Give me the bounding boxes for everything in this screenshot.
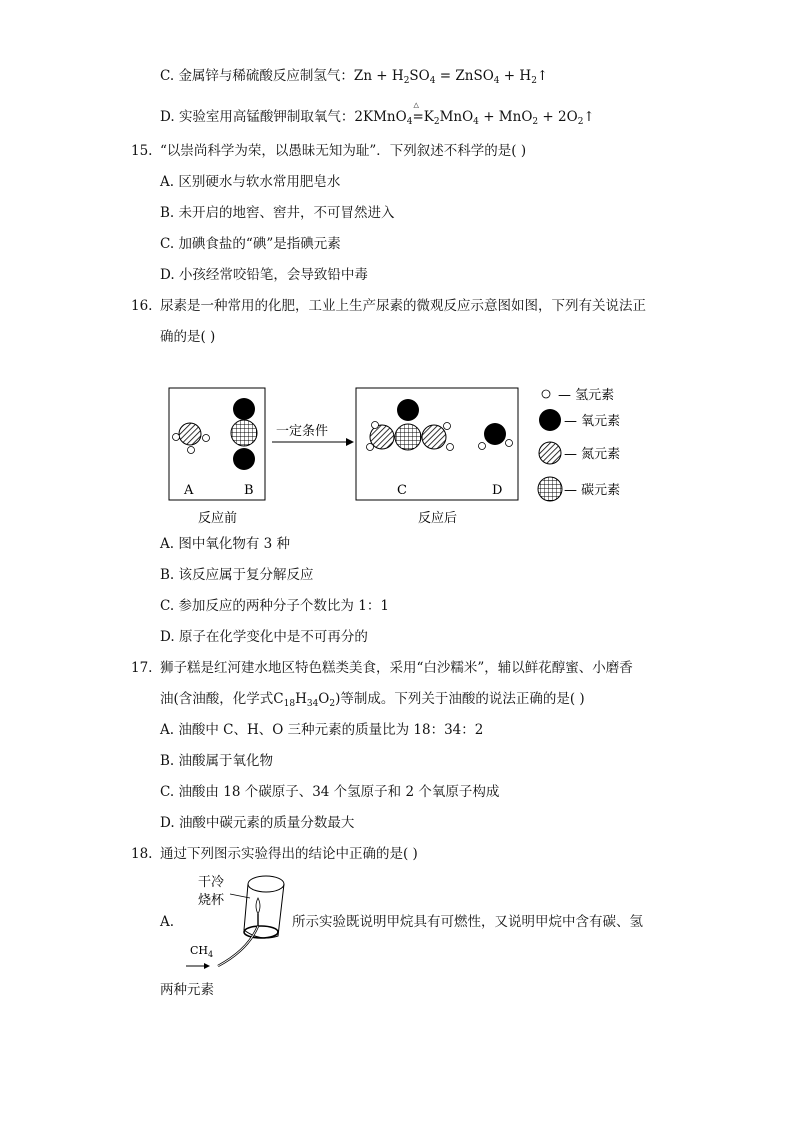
q14-option-c: C. 金属锌与稀硫酸反应制氢气：$Zn + H_2SO_4$ = ZnSO$_4$ + $H_2↑$ [160, 68, 549, 86]
legend-hydrogen-text: — 氢元素 [558, 388, 615, 403]
q15-option-d: D. 小孩经常咬铅笔，会导致铅中毒 [160, 267, 368, 283]
reaction-diagram [160, 380, 680, 530]
legend-hydrogen-symbol [542, 390, 550, 398]
label-a: A [184, 483, 194, 498]
heat-mark: △ [413, 101, 419, 109]
option-label: C. [160, 68, 175, 84]
option-text: 实验室用高锰酸钾制取氧气：2KMnO [178, 109, 407, 125]
q15-number: 15. [131, 143, 153, 159]
q17-option-d: D. 油酸中碳元素的质量分数最大 [160, 815, 355, 831]
label-c: C [397, 483, 407, 498]
gas-tube [218, 926, 258, 966]
molecule-b-co2 [231, 398, 257, 470]
q17-stem-line2: 油(含油酸，化学式$C_{18}H_{34}O_2$)等制成。下列关于油酸的说法正确的是( ) [160, 691, 585, 709]
q18-option-a-text: 所示实验既说明甲烷具有可燃性，又说明甲烷中含有碳、氢 [292, 914, 643, 930]
q16-stem-line2: 确的是( ) [160, 329, 216, 345]
before-caption: 反应前 [198, 511, 238, 526]
q15-option-a: A. 区别硬水与软水常用肥皂水 [160, 174, 341, 190]
fig-label-beaker: 烧杯 [198, 893, 225, 908]
arrow-label: 一定条件 [276, 424, 329, 439]
legend [538, 388, 620, 501]
q15-option-b: B. 未开启的地窖、窖井，不可冒然进入 [160, 205, 395, 221]
gas-arrow-head [204, 963, 210, 969]
q17-stem-line1: 狮子糕是红河建水地区特色糕类美食，采用“白沙糯米”，辅以鲜花醇蜜、小磨香 [160, 660, 633, 676]
molecule-c-urea [367, 399, 454, 451]
q16-option-a: A. 图中氧化物有 3 种 [160, 536, 291, 552]
flame-icon [256, 898, 260, 926]
label-b: B [244, 483, 254, 498]
arrow-head [346, 438, 354, 446]
q14-option-d: D. 实验室用高锰酸钾制取氧气：2KMnO$_4$ △ $=K_2MnO_4 + MnO_2$ + $2O_2↑$ [160, 107, 595, 132]
q17-option-c: C. 油酸由 18 个碳原子、34 个氢原子和 2 个氧原子构成 [160, 784, 500, 800]
legend-carbon-text: — 碳元素 [564, 483, 621, 498]
q18-option-a-text-cont: 两种元素 [160, 982, 214, 998]
fig-label-dry-cold: 干冷 [198, 875, 225, 890]
legend-nitrogen-symbol [539, 442, 561, 464]
q16-option-d: D. 原子在化学变化中是不可再分的 [160, 629, 368, 645]
molecule-a-ammonia [173, 423, 210, 454]
option-label: D. [160, 109, 175, 125]
heat-equals: △ = [412, 107, 423, 127]
gas-tube-inner [218, 926, 258, 966]
q18-number: 18. [131, 846, 153, 862]
q17-option-a: A. 油酸中 C、H、O 三种元素的质量比为 18：34：2 [160, 722, 484, 738]
q16-option-b: B. 该反应属于复分解反应 [160, 567, 314, 583]
q16-option-c: C. 参加反应的两种分子个数比为 1：1 [160, 598, 389, 614]
option-text: 金属锌与稀硫酸反应制氢气：Zn + H [178, 68, 404, 84]
q15-stem: “以崇尚科学为荣，以愚昧无知为耻”．下列叙述不科学的是( ) [160, 143, 527, 159]
q16-stem-line1: 尿素是一种常用的化肥，工业上生产尿素的微观反应示意图如图，下列有关说法正 [160, 298, 646, 314]
q16-number: 16. [131, 298, 153, 314]
q18-option-a-label: A. [160, 914, 175, 930]
label-d: D [492, 483, 503, 498]
legend-carbon-symbol [538, 477, 562, 501]
molecule-d-water [479, 423, 513, 450]
q17-number: 17. [131, 660, 153, 676]
after-caption: 反应后 [418, 511, 458, 526]
methane-combustion-figure [178, 870, 288, 980]
legend-oxygen-text: — 氧元素 [564, 414, 621, 429]
legend-nitrogen-text: — 氮元素 [564, 447, 621, 462]
fig-gas-label: $CH_4$ [190, 944, 214, 959]
q17-option-b: B. 油酸属于氧化物 [160, 753, 274, 769]
q15-option-c: C. 加碘食盐的“碘”是指碘元素 [160, 236, 341, 252]
legend-oxygen-symbol [539, 409, 561, 431]
q18-stem: 通过下列图示实验得出的结论中正确的是( ) [160, 846, 418, 862]
